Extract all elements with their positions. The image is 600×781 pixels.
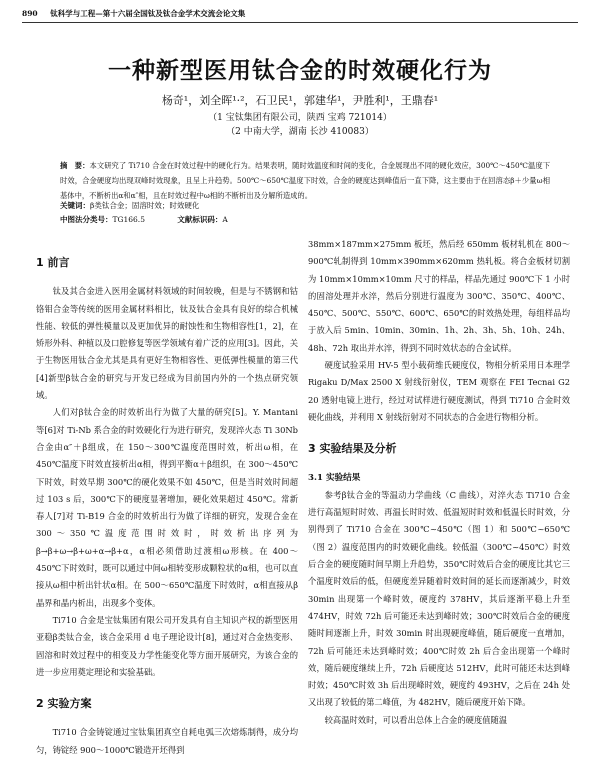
results-paragraph-1: 参考β钛合金的等温动力学曲线（C 曲线），对淬火态 Ti710 合金进行高温短时时效、再温长时时效、低温短时时效和低温长时时效，分别得到了 Ti710 合金在 300℃~450℃（图 1）和 500℃~650℃（图 2）温度范围内的时效硬化曲线。较低温（300℃~450℃）时效后合金的硬度随时间早期上升趋势，350℃时效后合金的硬度比其它三个温度时效后的低，但硬度差异随着时效时间的延长而逐渐减少，时效 30min 出现第一个峰时效，硬度约 378HV，其后逐渐平稳上升至 474HV，时效 72h 后可能还未达到峰时效；300℃时效后合金的硬度随时间逐渐上升，时效 30min 时出现硬度峰值，随后硬度一直增加，72h 后可能还未达到峰时效；400℃时效 2h 后合金出现第一个峰时效，随后硬度继续上升，72h 后硬度达 512HV，此时可能还未达到峰时效；450℃时效 3h 后出现峰时效，硬度约 493HV，之后在 24h 处又出现了较低的第二峰值，为 482HV，随后硬度开始下降。 (308, 489, 570, 708)
clc-value: TG166.5 (112, 215, 145, 224)
section-heading-experiment: 2 实验方案 (36, 697, 92, 711)
subsection-heading-results: 3.1 实验结果 (308, 472, 361, 483)
results-paragraph-2: 较高温时效时，可以看出总体上合金的硬度值随温 (324, 714, 508, 725)
intro-paragraph-3: Ti710 合金是宝钛集团有限公司开发具有自主知识产权的新型医用亚稳β类钛合金，该合金采用 d 电子理论设计[8]，通过对合金热变形、固溶和时效过程中的相变及力学性能变化等方面开展研究，为该合金的进一步应用奠定理论和实验基础。 (36, 614, 298, 677)
section-heading-intro: 1 前言 (36, 256, 70, 269)
classification-line (60, 214, 228, 225)
affiliation-2: （2 中南大学，湖南 长沙 410083） (226, 127, 374, 137)
intro-paragraph-2: 人们对β钛合金的时效析出行为做了大量的研究[5]。Y. Mantani 等[6]对 Ti-Nb 系合金的时效硬化行为进行研究，发现淬火态 Ti 30Nb 合金由α″＋β组成，在 150～300℃温度范围时效，析出ω相，在 450℃温度下时效直接析出α相，得到平衡α＋β组织，在 300～450℃下时效，时效早期 300℃的硬化效果不如 450℃，但是当时效时间超过 103 s 后，300℃下的硬度显著增加，硬化效果超过 450℃。常新春人[7]对 Ti-B19 合金的时效析出行为做了详细的研究，发现合金在 300～350℃温度范围时效时，时效析出序列为β→β+ω→β+ω+α→β+α，α相必须借助过渡相ω形核。在 400～450℃下时效时，既可以通过中间ω相转变形成颗粒状的α相，也可以直接从ω相中析出针状α相。在 500～650℃温度下时效时，α相直接从β晶界和晶内析出，出现多个变体。 (36, 407, 298, 608)
experiment-paragraph-1: Ti710 合金铸锭通过宝钛集团真空自耗电弧三次熔炼制得，成分均匀，铸锭经 900～1000℃锻造开坯得到 (36, 727, 298, 755)
keywords-text: β类钛合金；固溶时效；时效硬化 (90, 201, 200, 210)
keywords-line (60, 200, 199, 211)
paper-title: 一种新型医用钛合金的时效硬化行为 (108, 58, 492, 84)
experiment-paragraph-2: 38mm×187mm×275mm 板坯，然后经 650mm 板材轧机在 800～900℃轧制得到 10mm×390mm×620mm 热轧板。将合金板材切割为 10mm×10mm×10mm 尺寸的样品，样品先通过 900℃下 1 小时的固溶处理并水淬，然后分别进行温度为 300℃、350℃、400℃、450℃、500℃、550℃、600℃、650℃的时效热处理，每组样品均于放入后 5min、10min、30min、1h、2h、3h、5h、10h、24h、48h、72h 取出并水淬，得到不同时效状态的合金试样。 (308, 239, 570, 353)
doc-code-value: A (222, 215, 228, 224)
experiment-paragraph-3: 硬度试验采用 HV-5 型小载荷维氏硬度仪，物相分析采用日本理学 Rigaku D/Max 2500 X 射线衍射仪，TEM 观察在 FEI Tecnai G2 20 透射电镜上进行，经过对试样进行硬度测试，得到 Ti710 合金时效硬化曲线，并利用 X 射线衍射对不同状态的合金进行物相分析。 (308, 360, 570, 422)
clc-label: 中图法分类号： (60, 215, 113, 224)
intro-paragraph-1: 钛及其合金进入医用金属材料领域的时间较晚，但是与不锈钢和钴铬钼合金等传统的医用金属材料相比，钛及钛合金具有良好的综合机械性能、较低的弹性模量以及更加优异的耐蚀性和生物相容性[1，2]，在矫形外科、种植以及口腔修复等医学领域有着广泛的应用[3]。因此，关于生物医用钛合金尤其是具有更好生物相容性、更低弹性模量的第三代[4]新型β钛合金的研究与开发已经成为目前国内外的一个热点研究领域。 (36, 286, 298, 401)
left-column (36, 240, 298, 759)
running-header (22, 8, 578, 23)
section-heading-results: 3 实验结果及分析 (308, 442, 397, 456)
abstract-label: 摘 要： (60, 161, 90, 170)
keywords-label: 关键词： (60, 201, 90, 210)
authors: 杨奇¹，刘全晖¹·²，石卫民¹，郭建华¹，尹胜利¹，王鼎春¹ (161, 94, 439, 107)
affiliation-1: （1 宝钛集团有限公司，陕西 宝鸡 721014） (208, 113, 392, 123)
right-column (308, 236, 570, 729)
page-number: 890 (22, 9, 38, 18)
doc-code-label: 文献标识码： (177, 215, 223, 224)
journal-title: 钛科学与工程—第十六届全国钛及钛合金学术交流会论文集 (50, 9, 246, 18)
abstract-text: 本文研究了 Ti710 合金在时效过程中的硬化行为。结果表明，随时效温度和时间的变化，合金展现出不同的硬化效应，300℃～450℃温度下时效，合金硬度均出现双峰时效现象，且呈上升趋势。500℃～650℃温度下时效，合金的硬度达到峰值后一直下降，这主要由于在回溶态β＋少量ω相基体中，不断析出α和α″相，且在时效过程中ω相的不断析出及分解所造成的。 (60, 161, 551, 200)
abstract (60, 158, 550, 203)
